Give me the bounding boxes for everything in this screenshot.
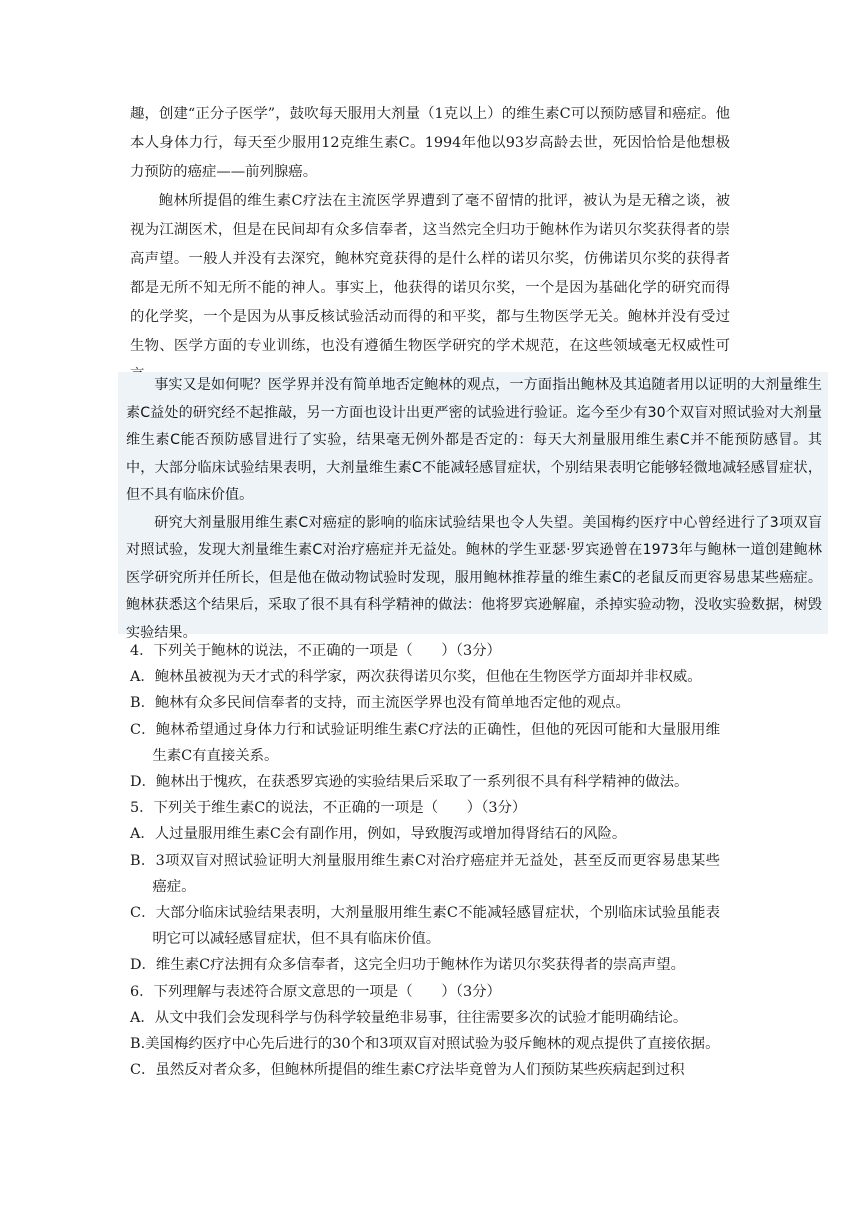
paragraph-4: 研究大剂量服用维生素C对癌症的影响的临床试验结果也令人失望。美国梅约医疗中心曾经进行了3项双盲对照试验，发现大剂量维生素C对治疗癌症并无益处。鲍林的学生亚瑟·罗宾逊曾在1973年与鲍林一道创建鲍林医学研究所并任所长，但是他在做动物试验时发现，服用鲍林推荐量的维生素C的老鼠反而更容易患某些癌症。鲍林获悉这个结果后，采取了很不具有科学精神的做法：他将罗宾逊解雇，杀掉实验动物，没收实验数据，树毁实验结果。 (126, 514, 822, 641)
question-4 (130, 638, 720, 795)
option-d: D．鲍林出于愧疚，在获悉罗宾逊的实验结果后采取了一系列很不具有科学精神的做法。 (130, 774, 689, 791)
option-d: D．维生素C疗法拥有众多信奉者，这完全归功于鲍林作为诺贝尔奖获得者的崇高声望。 (130, 957, 686, 974)
paragraph-2: 鲍林所提倡的维生素C疗法在主流医学界遭到了毫不留情的批评，被认为是无稽之谈，被视为江湖医术，但是在民间却有众多信奉者，这当然完全归功于鲍林作为诺贝尔奖获得者的崇高声望。一般人并没有去深究，鲍林究竟获得的是什么样的诺贝尔奖，仿佛诺贝尔奖的获得者都是无所不知无所不能的神人。事实上，他获得的诺贝尔奖，一个是因为基础化学的研究而得的化学奖，一个是因为从事反核试验活动而得的和平奖，都与生物医学无关。鲍林并没有受过生物、医学方面的专业训练，也没有遵循生物医学研究的学术规范，在这些领域毫无权威性可 (130, 193, 730, 354)
option-c: C．鲍林希望通过身体力行和试验证明维生素C疗法的正确性，但他的死因可能和大量服用维生素C有直接关系。 (130, 721, 720, 764)
option-b: B．3项双盲对照试验证明大剂量服用维生素C对治疗癌症并无益处，甚至反而更容易患某些癌症。 (130, 852, 720, 895)
paragraph-1: 趣，创建“正分子医学”，鼓吹每天服用大剂量（1克以上）的维生素C可以预防感冒和癌症。他本人身体力行，每天至少服用12克维生素C。1994年他以93岁高龄去世，死因恰恰是他想极力预防的癌症——前列腺癌。 (130, 106, 730, 180)
scanned-passage (118, 372, 828, 641)
question-5 (130, 795, 720, 978)
option-c: C．虽然反对者众多，但鲍林所提倡的维生素C疗法毕竟曾为人们预防某些疾病起到过积 (130, 1062, 685, 1079)
paragraph-3: 事实又是如何呢？医学界并没有简单地否定鲍林的观点，一方面指出鲍林及其追随者用以证明的大剂量维生素C益处的研究经不起推敲，另一方面也设计出更严密的试验进行验证。迄今至少有30个双盲对照试验对大剂量维生素C能否预防感冒进行了实验，结果毫无例外都是否定的：每天大剂量服用维生素C并不能预防感冒。其中，大部分临床试验结果表明，大剂量维生素C不能减轻感冒症状，个别结果表明它能够轻微地减轻感冒症状，但不具有临床价值。 (126, 377, 822, 503)
option-b: B．鲍林有众多民间信奉者的支持，而主流医学界也没有简单地否定他的观点。 (130, 695, 630, 712)
option-a: A．人过量服用维生素C会有副作用，例如，导致腹泻或增加得肾结石的风险。 (130, 826, 627, 843)
option-a: A．鲍林虽被视为天才式的科学家，两次获得诺贝尔奖，但他在生物医学方面却并非权威。 (130, 669, 702, 686)
option-c: C．大部分临床试验结果表明，大剂量服用维生素C不能减轻感冒症状，个别临床试验虽能表明它可以减轻感冒症状，但不具有临床价值。 (130, 905, 720, 948)
option-a: A．从文中我们会发现科学与伪科学较量绝非易事，往往需要多次的试验才能明确结论。 (130, 1009, 688, 1026)
article-top-section (130, 100, 730, 390)
questions-section (130, 638, 720, 1083)
question-stem: 6．下列理解与表述符合原文意思的一项是（ ）（3分） (130, 983, 501, 1000)
option-b: B.美国梅约医疗中心先后进行的30个和3项双盲对照试验为驳斥鲍林的观点提供了直接依据。 (130, 1036, 720, 1053)
question-stem: 5．下列关于维生素C的说法，不正确的一项是（ ）（3分） (130, 800, 527, 817)
question-6 (130, 979, 720, 1084)
question-stem: 4．下列关于鲍林的说法，不正确的一项是（ ）（3分） (130, 643, 501, 659)
